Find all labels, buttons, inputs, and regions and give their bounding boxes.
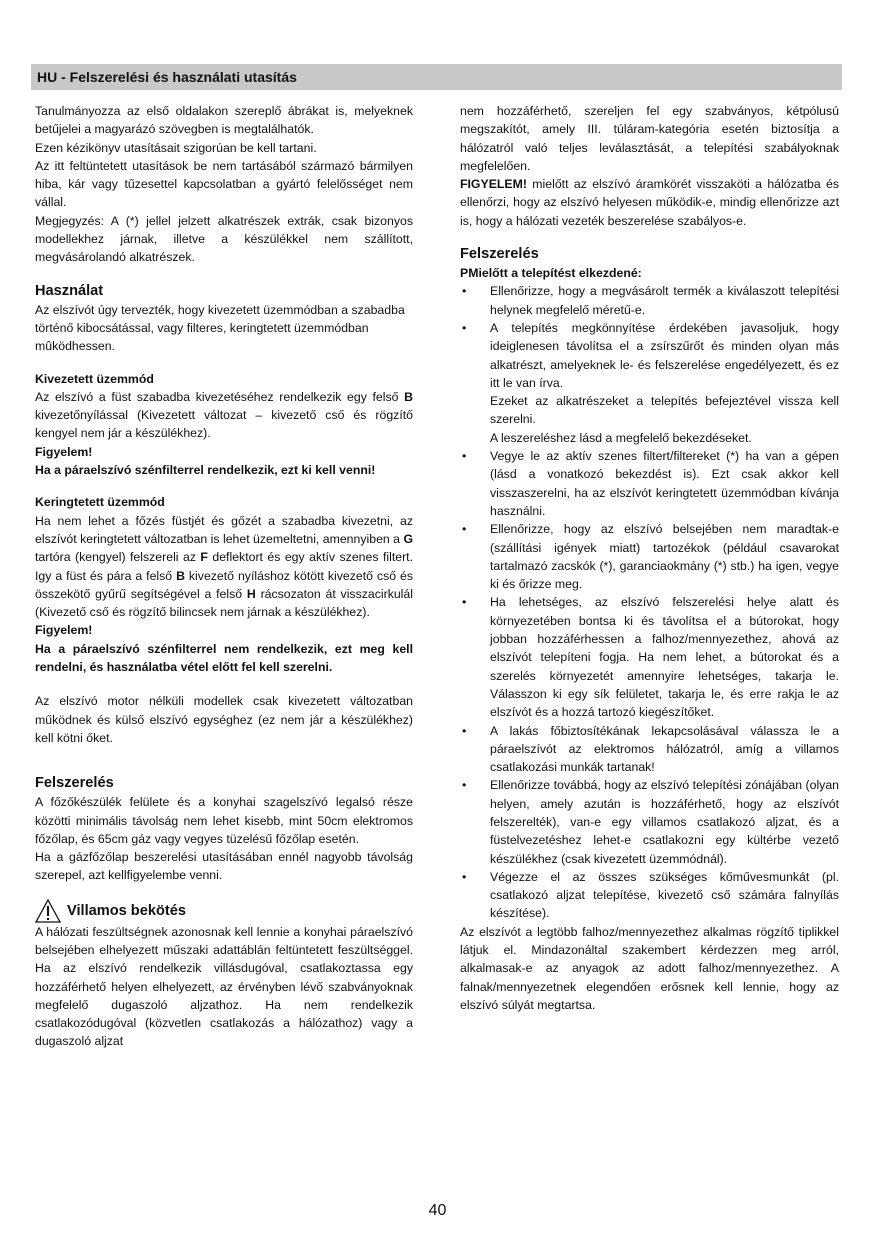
recirc-mode-heading: Keringtetett üzemmód: [35, 495, 165, 510]
attention-paragraph: FIGYELEM! mielőtt az elszívó áramkörét visszaköti a hálózatba és ellenőrzi, hogy az elszívó helyesen működik-e, mindig ellenőrizze azt is, hogy a hálózati vezeték beszerelése szabályos-e.: [460, 177, 839, 228]
install-heading: Felszerelés: [35, 775, 114, 792]
recirc-warning-label: Figyelem!: [35, 623, 93, 638]
motorless-paragraph: Az elszívó motor nélküli modellek csak kivezetett változatban működnek és külső elszívó egységhez (ez nem jár a készülékhez) kell kötni őket.: [35, 694, 413, 745]
electric-paragraph: A hálózati feszültségnek azonosnak kell lennie a konyhai páraelszívó belsejében elhelyezett műszaki adattáblán feltüntetett feszültséggel. Ha az elszívó rendelkezik villásdugóval, csatlakoztassa egy hozzáférhető helyen elhelyezett, az érvényben lévő szabványoknak megfelelő dugaszoló aljzathoz. Ha nem rendelkezik csatlakozódugóval (közvetlen csatlakozás a hálózathoz) vagy a dugaszoló aljzat: [35, 924, 413, 1049]
left-column: [35, 102, 413, 1051]
list-item: • Ellenőrizze, hogy a megvásárolt termék a kiválaszott telepítési helynek megfelelő méretű-e.: [460, 282, 839, 319]
use-heading: Használat: [35, 282, 104, 299]
intro-paragraph: Az itt feltüntetett utasítások be nem tartásából származó bármilyen hiba, kár vagy tűzesettel kapcsolatban a gyártó felelősséget nem vállal.: [35, 158, 413, 210]
electric-heading: [35, 899, 413, 923]
electric-continued-paragraph: nem hozzáférhető, szereljen fel egy szabványos, kétpólusú megszakítót, amely III. túláram-kategória esetén biztosítja a hálózatról való teljes leválasztását, a telepítési szabályoknak megfelelően.: [460, 104, 839, 173]
list-item: • Ellenőrizze, hogy az elszívó belsejében nem maradtak-e (szállítási igények miatt) tartozékok (például csavarokat tartalmazó zacskók (*), garanciaokmány (*) stb.) ha igen, vegye ki és őrizze meg.: [460, 520, 839, 593]
recirc-mode-paragraph: Ha nem lehet a főzés füstjét és gőzét a szabadba kivezetni, az elszívót keringtetett változatban is lehet üzemeltetni, amennyiben a G tartóra (kengyel) felszereli az F deflektort és egy aktív szenes filtert. Igy a füst és pára a felső B kivezető nyíláshoz kötött kivezető cső és összekötő gyűrű segítségével a felső H rácsozaton át visszacirkulál (Kivezető cső és rögzítő bilincsek nem járnak a készülékhez).: [35, 513, 414, 620]
right-column: [460, 102, 839, 1014]
install-checklist: [460, 282, 839, 922]
intro-paragraph: Ezen kézikönyv utasításait szigorúan be kell tartani.: [35, 140, 317, 155]
section-header-bar: [31, 64, 842, 90]
warning-triangle-icon: [35, 899, 61, 923]
page-number: 40: [428, 1202, 447, 1219]
list-item: • Végezze el az összes szükséges kőművesmunkát (pl. csatlakozó aljzat telepítése, kivezető cső számára falnyílás készítése).: [460, 868, 839, 923]
note-paragraph: Megjegyzés: A (*) jellel jelzett alkatrészek extrák, csak bizonyos modellekhez járnak, illetve a készülékkel nem szállított, megvásárolandó alkatrészek.: [35, 213, 413, 265]
list-item: • A lakás főbiztosítékának lekapcsolásával válassza le a páraelszívót az elektromos hálózatról, amíg a villamos csatlakozási munkák tartanak!: [460, 722, 839, 777]
list-item: • Ha lehetséges, az elszívó felszerelési helye alatt és környezetében bontsa ki és távolítsa el a bútorokat, hogy jobban hozzáférhessen a falhoz/mennyezethez, ahová az elszívót telepíteni fogja. Ha nem lehet, a bútorokat és a szerelés környezetét amennyire lehetséges, takarja le. Válasszon ki egy sík felületet, takarja le, és erre rakja le az elszívót és a hozzá tartozó kiegészítőket.: [460, 593, 839, 721]
use-paragraph: Az elszívót úgy tervezték, hogy kivezetett üzemmódban a szabadba történő kibocsátással, vagy filteres, keringtetett üzemmódban mûködhessen.: [35, 302, 405, 354]
install-heading-right: Felszerelés: [460, 246, 539, 263]
vent-mode-heading: Kivezetett üzemmód: [35, 371, 154, 386]
electric-heading-text: Villamos bekötés: [67, 902, 186, 919]
list-item: • A telepítés megkönnyítése érdekében javasoljuk, hogy ideiglenesen távolítsa el a zsírszűrőt és minden olyan más alkatrészt, amelyeknek le- és felszerelése engedélyezett, és ez itt le van írva. Ezeket az alkatrészeket a telepítés befejeztével vissza kell szerelni. A leszereléshez lásd a megfelelő bekezdéseket.: [460, 319, 839, 447]
closing-paragraph: Az elszívót a legtöbb falhoz/mennyezethez alkalmas rögzítő tiplikkel látjuk el. Mindazonáltal szakembert kérdezzen meg arról, alkalmasak-e az anyagok az adott falhoz/mennyezethez. A falnak/mennyezetnek elegendően erősnek kell lennie, hogy az elszívó súlyát megtartsa.: [460, 924, 839, 1012]
install-paragraph: A főzőkészülék felülete és a konyhai szagelszívó legalsó része közötti minimális távolság nem lehet kisebb, mint 50cm elektromos főzőlap, és 65cm gáz vagy vegyes tüzelésű főzőlap esetén.: [35, 795, 413, 846]
intro-paragraph: Tanulmányozza az első oldalakon szereplő ábrákat is, melyeknek betűjelei a magyarázó szövegben is megtalálhatók.: [35, 104, 413, 137]
list-item: • Vegye le az aktív szenes filtert/filtereket (*) ha van a gépen (lásd a vonatkozó bekezdést is). Ezt csak akkor kell visszaszerelni, ha az elszívót keringtetett üzemmódban kívánja használni.: [460, 447, 839, 520]
before-install-heading: PMielőtt a telepítést elkezdené:: [460, 266, 642, 281]
vent-warning-label: Figyelem!: [35, 444, 93, 459]
recirc-warning-text: Ha a páraelszívó szénfilterrel nem rendelkezik, ezt meg kell rendelni, és használatba vétel előtt fel kell szerelni.: [35, 641, 413, 675]
section-header-title: HU - Felszerelési és használati utasítás: [37, 69, 297, 85]
list-item: • Ellenőrizze továbbá, hogy az elszívó telepítési zónájában (olyan helyen, amely azután is hozzáférhető, hogy az elszívót felszerelték), van-e egy villamos csatlakozó aljzat, és a füstelvezetéshez lehet-e csatlakozni egy kültérbe vezető készülékhez (csak kivezetett üzemmódnál).: [460, 776, 839, 867]
vent-mode-paragraph: Az elszívó a füst szabadba kivezetéséhez rendelkezik egy felső B kivezetőnyílással (Kivezetett változat – kivezető cső és rögzítő kengyel nem jár a készülékhez).: [35, 389, 413, 441]
install-paragraph: Ha a gázfőzőlap beszerelési utasításában ennél nagyobb távolság szerepel, azt kellfigyelembe venni.: [35, 850, 413, 883]
vent-warning-text: Ha a páraelszívó szénfilterrel rendelkezik, ezt ki kell venni!: [35, 463, 376, 478]
